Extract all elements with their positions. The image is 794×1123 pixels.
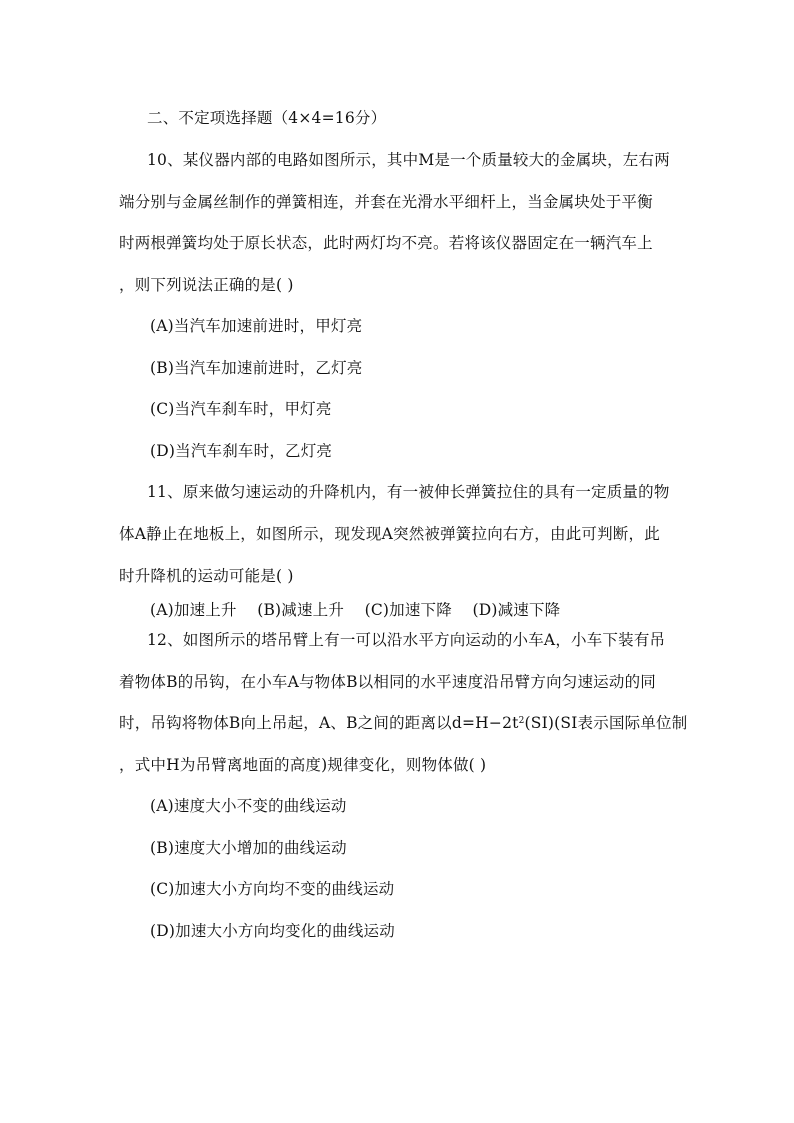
q11-line-2: 体A静止在地板上，如图所示，现发现A突然被弹簧拉向右方，由此可判断，此 (119, 525, 660, 543)
q12-line-2: 着物体B的吊钩，在小车A与物体B以相同的水平速度沿吊臂方向匀速运动的同 (119, 673, 656, 691)
q10-line-2: 端分别与金属丝制作的弹簧相连，并套在光滑水平细杆上，当金属块处于平衡 (119, 193, 653, 211)
q11-line-1: 11、原来做匀速运动的升降机内，有一被伸长弹簧拉住的具有一定质量的物 (147, 483, 670, 501)
q12-line-3 (119, 713, 687, 733)
q10-option-c: (C)当汽车刹车时，甲灯亮 (150, 400, 332, 418)
q12-option-d: (D)加速大小方向均变化的曲线运动 (150, 922, 395, 940)
q12-exponent: 2 (518, 716, 525, 726)
q12-line-1: 12、如图所示的塔吊臂上有一可以沿水平方向运动的小车A，小车下装有吊 (147, 631, 666, 649)
q10-option-b: (B)当汽车加速前进时，乙灯亮 (150, 359, 363, 377)
q11-options: (A)加速上升 (B)减速上升 (C)加速下降 (D)减速下降 (150, 601, 561, 619)
q11-line-3: 时升降机的运动可能是( ) (119, 567, 294, 585)
q10-line-4: ，则下列说法正确的是( ) (119, 276, 294, 294)
q12-option-a: (A)速度大小不变的曲线运动 (150, 797, 347, 815)
q10-option-a: (A)当汽车加速前进时，甲灯亮 (150, 317, 363, 335)
q12-option-b: (B)速度大小增加的曲线运动 (150, 839, 347, 857)
section-title: 二、不定项选择题（4×4=16分） (147, 109, 387, 127)
q12-line-4: ，式中H为吊臂离地面的高度)规律变化，则物体做( ) (119, 756, 487, 774)
q10-option-d: (D)当汽车刹车时，乙灯亮 (150, 442, 333, 460)
q12-option-c: (C)加速大小方向均不变的曲线运动 (150, 880, 395, 898)
q10-line-1: 10、某仪器内部的电路如图所示，其中M是一个质量较大的金属块，左右两 (147, 151, 670, 169)
q10-line-3: 时两根弹簧均处于原长状态，此时两灯均不亮。若将该仪器固定在一辆汽车上 (119, 234, 653, 252)
q12-line-3-tail: (SI)(SI表示国际单位制 (524, 714, 688, 732)
q12-line-3-text: 时，吊钩将物体B向上吊起，A、B之间的距离以d=H−2t (119, 714, 519, 732)
